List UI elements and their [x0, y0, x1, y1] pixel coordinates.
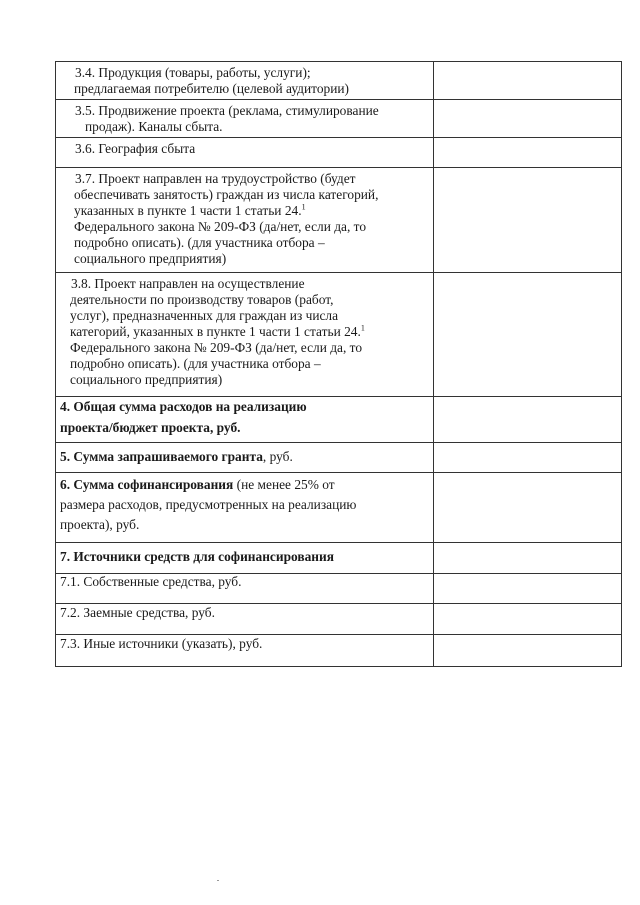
row-3-5-label: [56, 100, 434, 138]
row-3-6-value[interactable]: [434, 138, 622, 168]
row-7: [56, 543, 622, 574]
row-4-label: [56, 397, 434, 443]
row-3-8-line-4-text: категорий, указанных в пункте 1 части 1 статьи 24.: [70, 324, 361, 339]
project-form-table: [55, 61, 622, 667]
row-3-4-line-1: 3.4. Продукция (товары, работы, услуги);: [75, 65, 311, 80]
row-6-bold-label: 6. Сумма софинансирования: [60, 477, 234, 492]
row-6-label: [56, 473, 434, 543]
row-6-line-1-rest: (не менее 25% от: [233, 477, 335, 492]
row-3-4-label: [56, 62, 434, 100]
row-7-1: [56, 574, 622, 604]
row-7-1-label: [56, 574, 434, 604]
row-7-2: [56, 604, 622, 635]
section-7-title: 7. Источники средств для софинансирования: [60, 549, 334, 564]
form-sheet: [55, 61, 619, 667]
row-3-5-line-1: 3.5. Продвижение проекта (реклама, стимулирование: [75, 103, 379, 118]
row-3-6: [56, 138, 622, 168]
row-3-6-label: [56, 138, 434, 168]
row-3-8-line-7: социального предприятия): [70, 372, 223, 387]
row-3-4: [56, 62, 622, 100]
row-3-7-line-6: социального предприятия): [74, 251, 227, 266]
scan-speck: [217, 880, 219, 881]
row-3-8-label: [56, 273, 434, 397]
row-6: [56, 473, 622, 543]
row-3-5-value[interactable]: [434, 100, 622, 138]
row-7-3-label: [56, 635, 434, 667]
row-7-2-label: [56, 604, 434, 635]
row-6-line-2: размера расходов, предусмотренных на реализацию: [60, 497, 357, 512]
row-7-1-value[interactable]: [434, 574, 622, 604]
row-6-line-3: проекта), руб.: [60, 517, 140, 532]
footnote-ref-1: 1: [301, 202, 306, 212]
footnote-ref-1: 1: [360, 323, 365, 333]
row-3-8-line-6: подробно описать). (для участника отбора –: [70, 356, 321, 371]
row-3-4-value[interactable]: [434, 62, 622, 100]
row-7-value[interactable]: [434, 543, 622, 574]
row-5-bold-label: 5. Сумма запрашиваемого гранта: [60, 449, 263, 464]
row-3-6-line-1: 3.6. География сбыта: [75, 141, 196, 156]
row-3-8-line-3: услуг), предназначенных для граждан из числа: [70, 308, 339, 323]
row-3-7: [56, 168, 622, 273]
row-4-line-1: 4. Общая сумма расходов на реализацию: [60, 399, 307, 414]
row-3-8-line-2: деятельности по производству товаров (работ,: [70, 292, 334, 307]
row-5-value[interactable]: [434, 443, 622, 473]
row-7-3-value[interactable]: [434, 635, 622, 667]
row-7-3-text: 7.3. Иные источники (указать), руб.: [60, 636, 263, 651]
row-3-7-value[interactable]: [434, 168, 622, 273]
row-3-7-line-4: Федерального закона № 209-ФЗ (да/нет, если да, то: [74, 219, 367, 234]
row-3-8-line-4: [70, 324, 429, 340]
row-5-unit: , руб.: [262, 449, 293, 464]
row-4-line-2: проекта/бюджет проекта, руб.: [60, 420, 241, 435]
row-6-line-1: [60, 475, 429, 495]
row-3-7-line-3: [74, 203, 429, 219]
row-5: [56, 443, 622, 473]
row-7-2-text: 7.2. Заемные средства, руб.: [60, 605, 215, 620]
row-3-8-line-5: Федерального закона № 209-ФЗ (да/нет, если да, то: [70, 340, 363, 355]
row-7-1-text: 7.1. Собственные средства, руб.: [60, 574, 242, 589]
row-7-2-value[interactable]: [434, 604, 622, 635]
row-4: [56, 397, 622, 443]
row-7-label: [56, 543, 434, 574]
row-5-label: [56, 443, 434, 473]
row-3-7-line-2: обеспечивать занятость) граждан из числа категорий,: [74, 187, 379, 202]
row-3-7-line-1: 3.7. Проект направлен на трудоустройство (будет: [75, 171, 356, 186]
row-3-8-value[interactable]: [434, 273, 622, 397]
row-3-8: [56, 273, 622, 397]
row-3-8-line-1: 3.8. Проект направлен на осуществление: [71, 276, 305, 291]
row-4-value[interactable]: [434, 397, 622, 443]
row-7-3: [56, 635, 622, 667]
row-6-value[interactable]: [434, 473, 622, 543]
row-3-7-label: [56, 168, 434, 273]
row-3-7-line-5: подробно описать). (для участника отбора –: [74, 235, 325, 250]
row-3-5: [56, 100, 622, 138]
row-3-7-line-3-text: указанных в пункте 1 части 1 статьи 24.: [74, 203, 302, 218]
row-3-4-line-2: предлагаемая потребителю (целевой аудитории): [74, 81, 350, 96]
row-3-5-line-2: продаж). Каналы сбыта.: [85, 119, 223, 134]
